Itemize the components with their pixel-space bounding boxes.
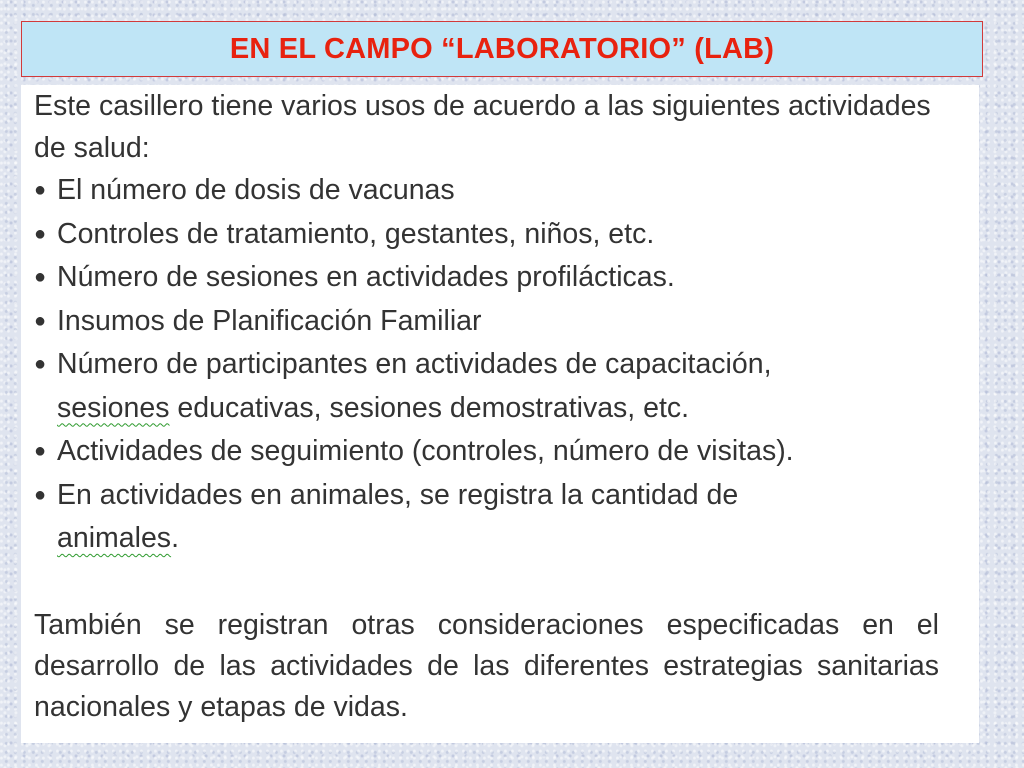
slide-title-bar: [21, 21, 983, 77]
bullet-list: [34, 169, 939, 561]
bullet-icon: ●: [34, 309, 47, 332]
list-item-text: Insumos de Planificación Familiar: [57, 304, 482, 337]
bullet-icon: ●: [34, 483, 47, 506]
list-item: [34, 213, 939, 257]
bullet-icon: ●: [34, 179, 47, 201]
bullet-icon: ●: [34, 266, 47, 288]
list-item-text: Controles de tratamiento, gestantes, niños, etc.: [57, 217, 655, 250]
list-item: [34, 256, 939, 300]
list-item: [34, 343, 939, 430]
closing-paragraph: También se registran otras consideraciones especificadas en el desarrollo de las actividades de las diferentes estrategias sanitarias nacionales y etapas de vidas.: [34, 608, 939, 723]
bullet-icon: ●: [34, 222, 47, 245]
list-item-text-continuation: .: [171, 522, 179, 554]
list-item-text: El número de dosis de vacunas: [57, 174, 455, 206]
list-item: [34, 169, 939, 213]
list-item-text: Número de sesiones en actividades profilácticas.: [57, 261, 675, 293]
bullet-icon: ●: [34, 440, 47, 462]
list-item-text: En actividades en animales, se registra la cantidad de: [57, 478, 739, 511]
slide-title: EN EL CAMPO “LABORATORIO” (LAB): [229, 32, 775, 65]
list-item-text: Actividades de seguimiento (controles, número de visitas).: [57, 435, 794, 467]
paragraph-spacer: [34, 561, 939, 605]
list-item-text: Número de participantes en actividades de capacitación,: [57, 348, 772, 380]
bullet-icon: ●: [34, 353, 47, 375]
spellcheck-flagged-word: sesiones: [57, 391, 170, 424]
spellcheck-flagged-word: animales: [57, 522, 172, 554]
list-item: [34, 474, 939, 561]
intro-paragraph: Este casillero tiene varios usos de acuerdo a las siguientes actividades de salud:: [34, 90, 931, 164]
list-item: [34, 430, 939, 474]
slide-content: [21, 85, 979, 743]
list-item-text-continuation: educativas, sesiones demostrativas, etc.: [169, 391, 690, 424]
list-item: [34, 300, 939, 344]
